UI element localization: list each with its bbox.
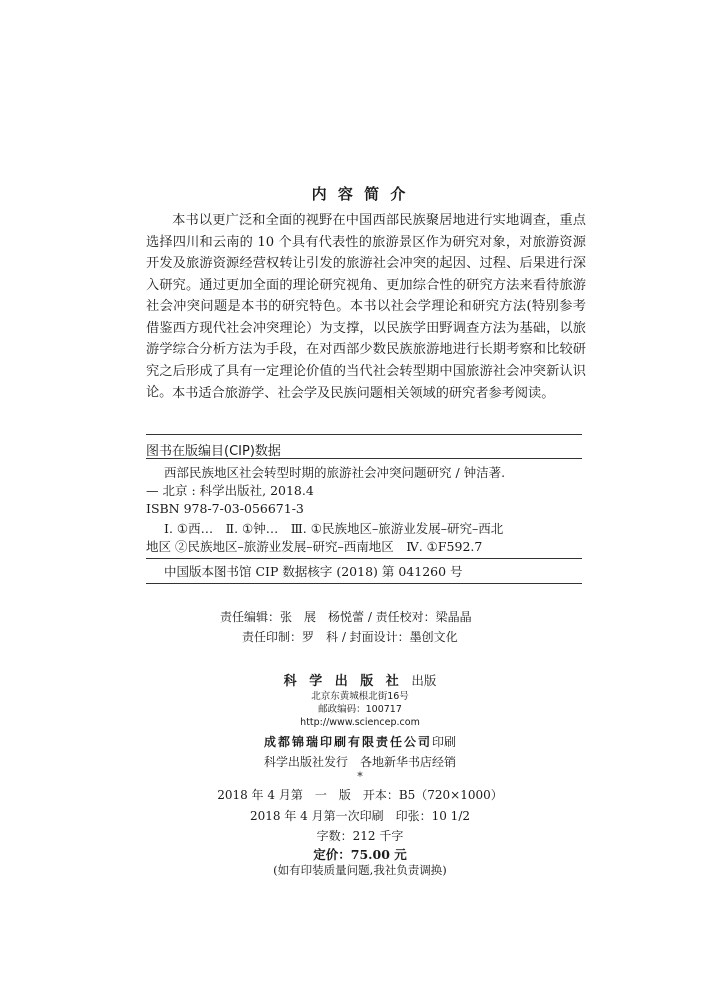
staff-credits [220,607,472,647]
word-count: 字数：212 千字 [316,829,404,843]
printer-suffix: 印刷 [432,735,457,749]
publisher-suffix: 出版 [411,673,437,688]
publisher-name: 科 学 出 版 社 [283,674,403,689]
divider-cip-mid [146,558,582,559]
summary-paragraph-1-text: 本书以更广泛和全面的视野在中国西部民族聚居地进行实地调查，重点选择四川和云南的 10 个具有代表性的旅游景区作为研究对象，对旅游资源开发及旅游资源经营权转让引发的旅游社会冲突的起因、过程、后果进行深入研究。通过更加全面的理论研究视角、更加综合性的研究方法来看待旅游社会冲突问题是本书的研究特色。本书以社会学理论和研究方法(特别参考借鉴西方现代社会冲突理论）为支撑，以民族学田野调查方法为基础，以旅游学综合分析方法为手段，在对西部少数民族旅游地进行长期考察和比较研究之后形成了具有一定理论价值的当代社会转型期中国旅游社会冲突新认识论。 [146,213,586,400]
quality-note: (如有印装质量问题,我社负责调换) [273,863,447,877]
cip-heading: 图书在版编目(CIP)数据 [146,444,281,459]
cip-check-number: 中国版本图书馆 CIP 数据核字 (2018) 第 041260 号 [164,564,463,579]
price: 定价：75.00 元 [313,847,407,862]
publisher-address: 北京东黄城根北街16号 [311,691,409,702]
staff-line-2: 责任印制：罗 科 / 封面设计：墨创文化 [242,630,458,644]
publisher-url: http://www.sciencep.com [300,717,420,728]
edition-line-1: 2018 年 4 月第 一 版 开本：B5（720×1000） [217,788,503,802]
cip-record-isbn: ISBN 978-7-03-056671-3 [146,501,304,516]
cip-record-imprint: — 北京 : 科学出版社, 2018.4 [146,483,314,498]
divider-cip-head [146,458,582,459]
divider-cip-bottom [146,583,582,584]
printer-line [0,733,720,750]
summary-paragraph-2-text: 本书适合旅游学、社会学及民族问题相关领域的研究者参考阅读。 [172,386,555,401]
printer-name: 成都锦瑞印刷有限责任公司 [263,735,432,749]
edition-line-2: 2018 年 4 月第一次印刷 印张：10 1/2 [249,809,470,823]
summary-paragraph-2 [146,383,586,405]
summary-paragraph-1 [146,210,586,404]
cip-record [146,464,582,518]
publisher-postcode: 邮政编码：100717 [318,704,402,715]
cip-class-line-1: Ⅰ. ①西… Ⅱ. ①钟… Ⅲ. ①民族地区–旅游业发展–研究–西北 [164,521,504,536]
cip-classification [146,520,582,556]
staff-line-1: 责任编辑：张 展 杨悦蕾 / 责任校对：梁晶晶 [220,610,472,624]
distribution-line: 科学出版社发行 各地新华书店经销 [263,755,456,769]
separator-star: * [357,770,363,783]
summary-title: 内 容 简 介 [311,185,409,203]
publisher-address-block [0,690,720,729]
cip-record-title: 西部民族地区社会转型时期的旅游社会冲突问题研究 / 钟洁著. [164,465,506,480]
cip-class-line-2: 地区 ②民族地区–旅游业发展–研究–西南地区 Ⅳ. ①F592.7 [146,539,483,554]
publisher-line [0,670,720,689]
divider-top [146,434,582,435]
